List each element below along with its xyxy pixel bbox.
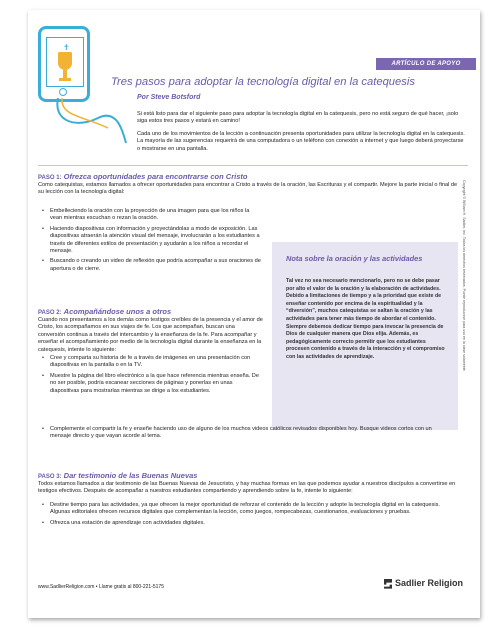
logo-text: Sadlier Religion	[395, 578, 464, 588]
page-title: Tres pasos para adoptar la tecnología digital en la catequesis	[111, 76, 415, 88]
prayer-note-sidebar	[272, 242, 458, 430]
sidebar-body: Tal vez no sea necesario mencionarlo, pero no se debe pasar por alto el valor de la oración y la elaboración de actividades. Debido a limitaciones de tiempo y a la prioridad que existe de enseñar contenido por encima de la espiritualidad y la “diversión”, muchos catequistas se saltan la oración y las actividades para tener más tiempo de abordar el contenido. Siempre debemos dedicar tiempo para invocar la presencia de Dios de cualquier manera que Dios elija. Además, es pedagógicamente correcto permitir que los estudiantes procesen contenido a través de la interacción y el compromiso con las actividades de aprendizaje.	[286, 278, 445, 360]
support-article-tag: ARTÍCULO DE APOYO	[376, 58, 476, 70]
step-2-list-wide	[40, 426, 440, 444]
step-3-list	[40, 502, 440, 530]
step-1-paragraph: Como catequistas, estamos llamados a ofrecer oportunidades para encontrar a Cristo a través de la oración, las Escrituras y el compartir. Mejore la parte inicial o final de su lección con la tecnología digital:	[38, 182, 458, 196]
earphone-cord-icon	[48, 98, 128, 148]
step-2-title: Acompañándose unos a otros	[63, 307, 172, 316]
step-2-label: PASO 2:	[38, 310, 62, 316]
list-item: • Destine tiempo para las actividades, ya que ofrecen la mejor oportunidad de reforzar el contenido de la lección y adopte la tecnología digital en la catequesis. Algunas editoriales ofrecen recursos digitales que complementan la lección, como juegos, rompecabezas, cuestionarios, evaluaciones y pruebas.	[40, 502, 440, 517]
author-byline: Por Steve Botsford	[137, 94, 201, 101]
step-1-label: PASO 1:	[38, 175, 62, 181]
phone-chalice-icon: ✝	[38, 26, 90, 102]
vertical-copyright: Copyright © William H. Sadlier, Inc. Todos los derechos reservados. Puede reproducirse para uso en la clase solamente.	[462, 180, 466, 372]
step-1-list	[40, 208, 262, 276]
step-3-heading	[38, 471, 197, 480]
sidebar-title: Nota sobre la oración y las actividades	[286, 254, 423, 263]
footer-contact: www.SadlierReligion.com • Llame gratis al 800-221-5175	[38, 584, 164, 590]
sadlier-logo	[384, 578, 463, 589]
list-item: • Complemente el compartir la fe y enseñe haciendo uso de alguno de los muchos videos católicos revisados disponibles hoy. Busque videos cortos con un mensaje directo y que vayan acorde al tema.	[40, 426, 440, 441]
list-item: • Ofrezca una estación de aprendizaje con actividades digitales.	[40, 520, 440, 527]
step-3-paragraph: Todos estamos llamados a dar testimonio de las Buenas Nuevas de Jesucristo, y hay muchas formas en las que podemos ayudar a nuestros discípulos a convertirse en testigos efectivos. Después de acompañar a nuestros estudiantes compartiendo y aprendiendo sobre la fe, intente lo siguiente:	[38, 481, 456, 495]
intro-paragraph-1: Si está listo para dar el siguiente paso para adoptar la tecnología digital en la catequesis, pero no está seguro de qué hacer, ¡solo siga estos tres pasos y estará en camino!	[137, 111, 459, 125]
list-item: • Embelleciendo la oración con la proyección de una imagen para que los niños la vean mientras escuchan o rezan la oración.	[40, 208, 262, 223]
step-3-title: Dar testimonio de las Buenas Nuevas	[63, 471, 198, 480]
step-2-heading	[38, 307, 171, 316]
document-page	[28, 10, 480, 618]
step-1-title: Ofrezca oportunidades para encontrarse con Cristo	[63, 172, 248, 181]
step-2-paragraph: Cuando nos presentamos a los demás como testigos creíbles de la presencia y el amor de Cristo, los acompañamos en sus viajes de fe. Los que acompañan, buscan una conversión continua a través del intercambio y la enseñanza de la fe. Para acompañar y enseñar el acompañamiento por medio de la tecnología digital durante la enseñanza en la catequesis, intente lo siguiente:	[38, 317, 263, 353]
step-2-list	[40, 355, 262, 398]
step-1-heading	[38, 172, 247, 181]
list-item: • Haciendo diapositivas con información y proyectándolas a modo de exposición. Las diapositivas atraerán la atención visual del mensaje, involucrarán a los estudiantes a través de diferentes estilos de presentación y ayudarán a los niños a recordar el mensaje.	[40, 226, 262, 256]
sadlier-logo-icon	[384, 579, 392, 589]
intro-paragraph-2: Cada uno de los movimientos de la lección a continuación presenta oportunidades para utilizar la tecnología digital en la catequesis. La mayoría de las sugerencias requerirá de una computadora o un teléfono con conexión a internet y que luego deberá proyectarse o mostrarse en una pantalla.	[137, 131, 465, 152]
list-item: • Buscando o creando un video de reflexión que podría acompañar a sus oraciones de apertura o de cierre.	[40, 258, 262, 273]
step-3-label: PASO 3:	[38, 474, 62, 480]
list-item: • Cree y comparta su historia de fe a través de imágenes en una presentación con diapositivas en la pantalla o en la TV.	[40, 355, 262, 370]
list-item: • Muestre la página del libro electrónico a la que hace referencia mientras enseña. De no ser posible, podría escanear secciones de páginas y ponerlas en unas diapositivas para mostrarlas mientras se dirige a los estudiantes.	[40, 373, 262, 395]
divider	[38, 165, 468, 166]
